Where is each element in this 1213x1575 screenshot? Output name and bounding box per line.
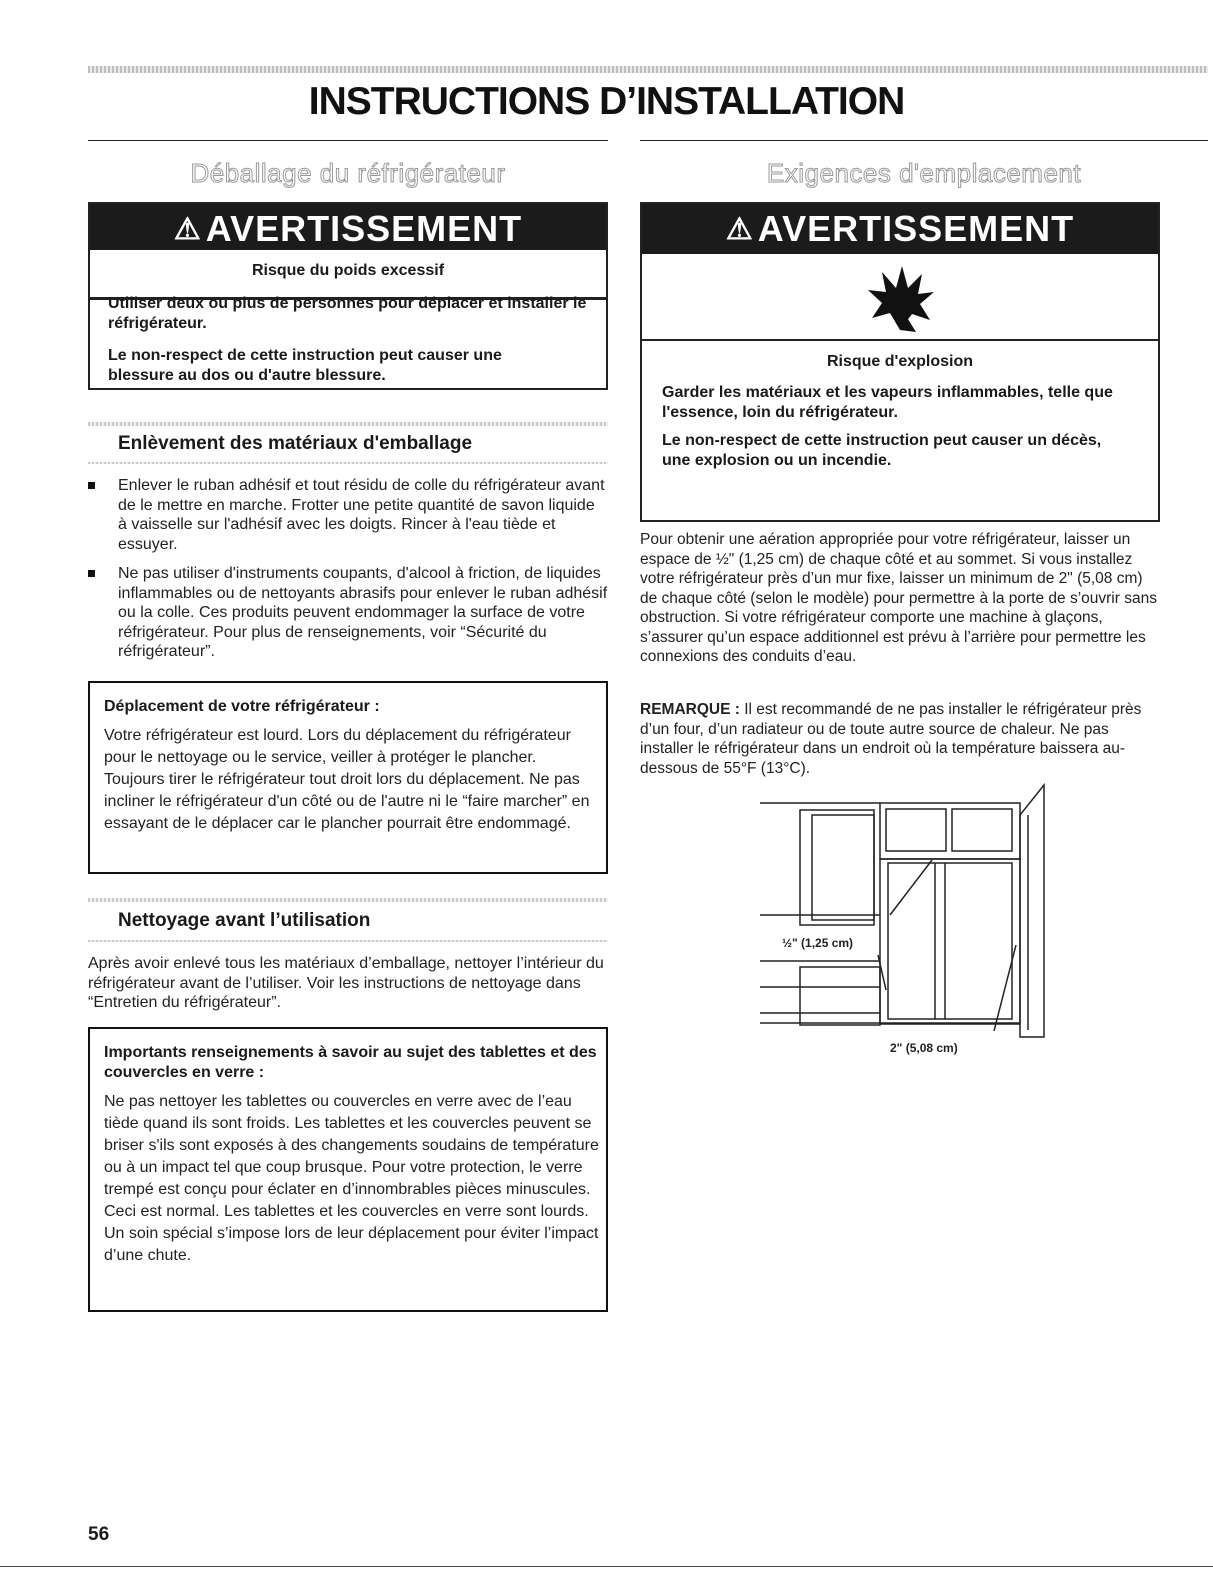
removal-bullet-list [88,476,608,672]
warning-text-explosion-1: Garder les matériaux et les vapeurs inflammables, telle que l'essence, loin du réfrigérateur. [662,384,1113,421]
page-title: INSTRUCTIONS D’INSTALLATION [308,80,905,123]
warning-text-explosion-2: Le non-respect de cette instruction peut causer un décès, une explosion ou un incendie. [662,432,1102,469]
page-number: 56 [88,1524,110,1545]
section-heading-unpacking: Déballage du réfrigérateur [190,158,506,188]
explosion-icon [860,258,940,338]
list-item: Ne pas utiliser d'instruments coupants, d'alcool à friction, de liquides inflammables ou de nettoyants abrasifs pour enlever le ruban adhésif ou la colle. Ces produits peuvent endommager la surface de votre réfrigérateur. Pour plus de renseignements, voir “Sécurité du réfrigérateur”. [88,564,608,662]
glass-info-box [88,1027,608,1312]
warning-risk-weight: Risque du poids excessif [251,262,445,279]
remarque-body: Il est recommandé de ne pas installer le réfrigérateur près d’un four, d’un radiateur ou de toute autre source de chaleur. Ne pas installer le réfrigérateur dans un endroit où la température baissera au-dessous de 55°F (13°C). [640,701,1142,777]
subhead-band-removal-bottom [88,462,608,464]
clearance-label-half-inch: ½" (1,25 cm) [782,936,854,950]
warning-banner-explosion [642,204,1158,254]
subhead-band-removal [88,422,608,426]
subhead-band-cleaning-bottom [88,940,608,942]
warning-banner-label: AVERTISSEMENT [205,208,523,249]
warning-banner [90,204,606,254]
warning-text-weight-1: Utiliser deux ou plus de personnes pour déplacer et installer le réfrigérateur. [108,295,587,332]
header-band [88,66,1208,73]
bullet-square-icon [88,570,95,577]
remarque-label: REMARQUE : [640,701,740,718]
warning-text-weight-2: Le non-respect de cette instruction peut causer une blessure au dos ou d'autre blessure. [108,347,502,384]
warning-banner-label: AVERTISSEMENT [757,208,1075,249]
list-item: Enlever le ruban adhésif et tout résidu de colle du réfrigérateur avant de le mettre en marche. Frotter une petite quantité de savon liquide à vaisselle sur l'adhésif avec les doigts. Rincer à l'eau tiède et essuyer. [88,476,608,554]
clearance-label-two-inch: 2" (5,08 cm) [890,1041,958,1055]
glass-info-title: Importants renseignements à savoir au sujet des tablettes et des couvercles en verre : [104,1044,597,1081]
subhead-removal: Enlèvement des matériaux d'emballage [118,433,473,454]
cleaning-text: Après avoir enlevé tous les matériaux d’emballage, nettoyer l’intérieur du réfrigérateur avant de l’utiliser. Voir les instructions de nettoyage dans “Entretien du réfrigérateur”. [88,955,604,1011]
subhead-cleaning: Nettoyage avant l’utilisation [118,910,371,931]
glass-info-text: Ne pas nettoyer les tablettes ou couvercles en verre avec de l’eau tiède quand ils sont froids. Les tablettes et les couvercles peuvent se briser s'ils sont exposés à des changements soudains de température ou à un impact tel que coup brusque. Pour votre protection, le verre trempé est conçu pour éclater en d’innombrables pièces minuscules. Ceci est normal. Les tablettes et les couvercles en verre sont lourds. Un soin spécial s’impose lors de leur déplacement pour éviter l’impact d’une chute. [104,1093,599,1264]
explosion-symbol-area [642,254,1158,341]
warning-box-explosion [640,202,1160,522]
footer-rule [0,1566,1213,1567]
refrigerator-clearance-diagram [750,755,1060,1045]
section-heading-location: Exigences d'emplacement [766,158,1082,188]
title-rule-left [88,140,608,141]
warning-triangle-icon: ⚠ [725,212,754,246]
title-rule-right [640,140,1208,141]
warning-box-border-bottom [88,388,608,390]
moving-info-text: Votre réfrigérateur est lourd. Lors du déplacement du réfrigérateur pour le nettoyage ou le service, veiller à protéger le plancher. Toujours tirer le réfrigérateur tout droit lors du déplacement. Ne pas incliner le réfrigérateur d'un côté ou de l'autre ni le “faire marcher” en essayant de le déplacer car le plancher pourrait être endommagé. [104,727,590,832]
ventilation-text: Pour obtenir une aération appropriée pour votre réfrigérateur, laisser un espace de ½" (1,25 cm) de chaque côté et au sommet. Si vous installez votre réfrigérateur près d’un mur fixe, laisser un minimum de 2" (5,08 cm) de chaque côté (selon le modèle) pour permettre à la porte de s’ouvrir sans obstruction. Si votre réfrigérateur comporte une machine à glaçons, s’assurer qu’un espace additionnel est prévu à l’arrière pour permettre les connexions des conduits d’eau. [640,531,1157,665]
warning-risk-explosion: Risque d'explosion [826,353,974,370]
clearance-figure [750,755,1060,1055]
warning-triangle-icon: ⚠ [173,212,202,246]
warning-box-border-right [606,250,608,390]
moving-info-box [88,681,608,874]
subhead-band-cleaning [88,898,608,902]
bullet-square-icon [88,482,95,489]
moving-info-title: Déplacement de votre réfrigérateur : [104,698,380,715]
warning-box-border-left [88,250,90,390]
